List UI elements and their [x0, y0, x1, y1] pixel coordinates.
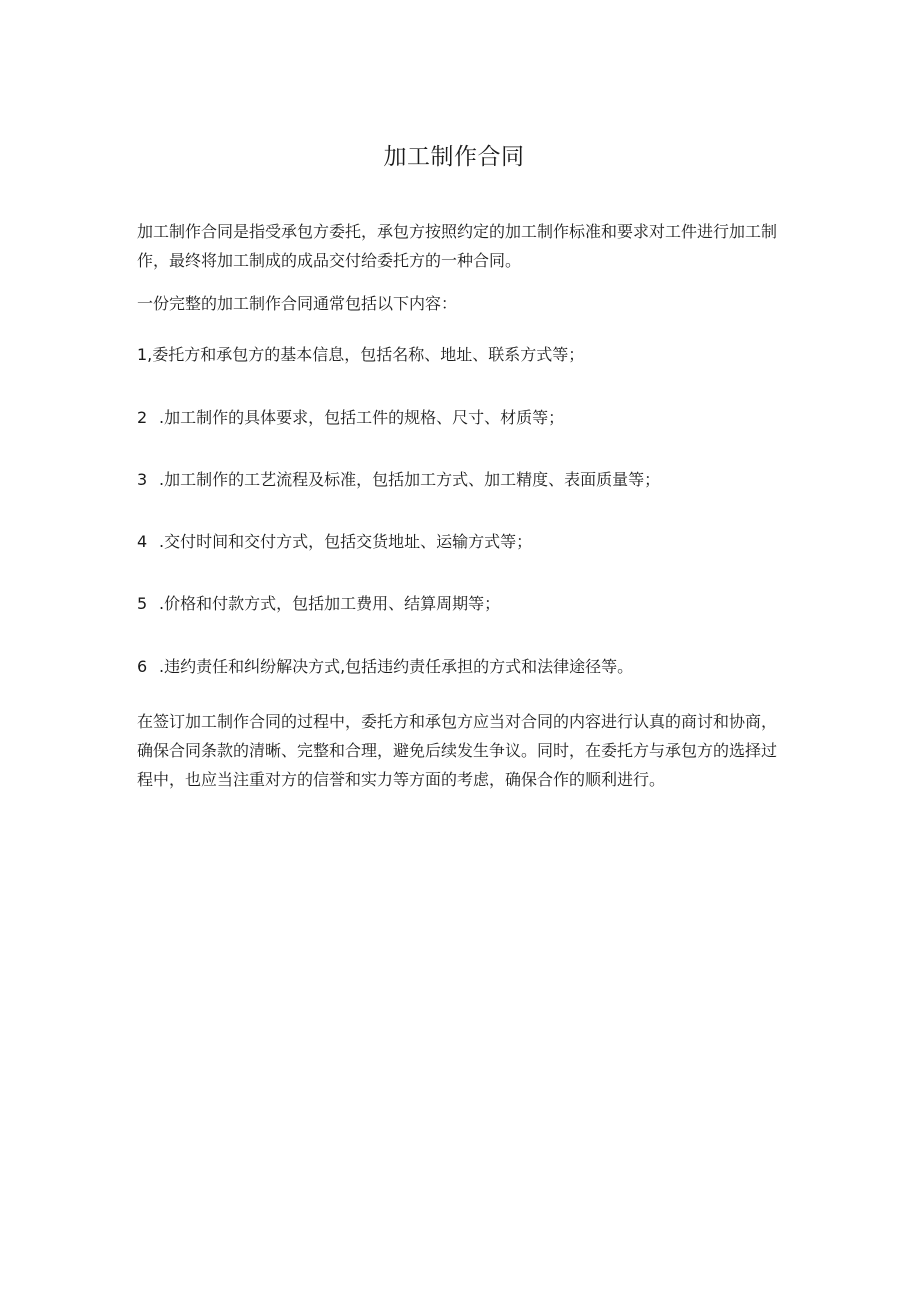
list-item-text: .违约责任和纠纷解决方式,包括违约责任承担的方式和法律途径等。 — [159, 657, 634, 676]
list-item-number: 4 — [137, 532, 148, 551]
list-item — [137, 655, 777, 679]
list-item — [137, 530, 777, 554]
list-item — [137, 343, 777, 367]
closing-paragraph: 在签订加工制作合同的过程中，委托方和承包方应当对合同的内容进行认真的商讨和协商，确保合同条款的清晰、完整和合理，避免后续发生争议。同时，在委托方与承包方的选择过程中，也应当注重对方的信誉和实力等方面的考虑，确保合作的顺利进行。 — [137, 712, 778, 789]
list-item-number: 2 — [137, 408, 148, 427]
intro-paragraph: 加工制作合同是指受承包方委托，承包方按照约定的加工制作标准和要求对工件进行加工制作，最终将加工制成的成品交付给委托方的一种合同。 — [137, 222, 778, 270]
list-item-number: 5 — [137, 594, 148, 613]
list-item — [137, 468, 777, 492]
list-item-text: .加工制作的具体要求，包括工件的规格、尺寸、材质等； — [159, 408, 565, 427]
list-item-text: .加工制作的工艺流程及标准，包括加工方式、加工精度、表面质量等； — [159, 470, 661, 489]
list-item-number: 6 — [137, 657, 148, 676]
list-item-text: .价格和付款方式，包括加工费用、结算周期等； — [159, 594, 501, 613]
list-item-text: 委托方和承包方的基本信息，包括名称、地址、联系方式等； — [152, 345, 585, 364]
list-item — [137, 406, 777, 430]
document-title: 加工制作合同 — [383, 144, 525, 170]
list-item-number: 3 — [137, 470, 148, 489]
list-item-number: 1, — [137, 345, 153, 364]
list-item-text: .交付时间和交付方式，包括交货地址、运输方式等； — [159, 532, 533, 551]
lead-paragraph: 一份完整的加工制作合同通常包括以下内容： — [137, 294, 458, 313]
list-item — [137, 592, 777, 616]
